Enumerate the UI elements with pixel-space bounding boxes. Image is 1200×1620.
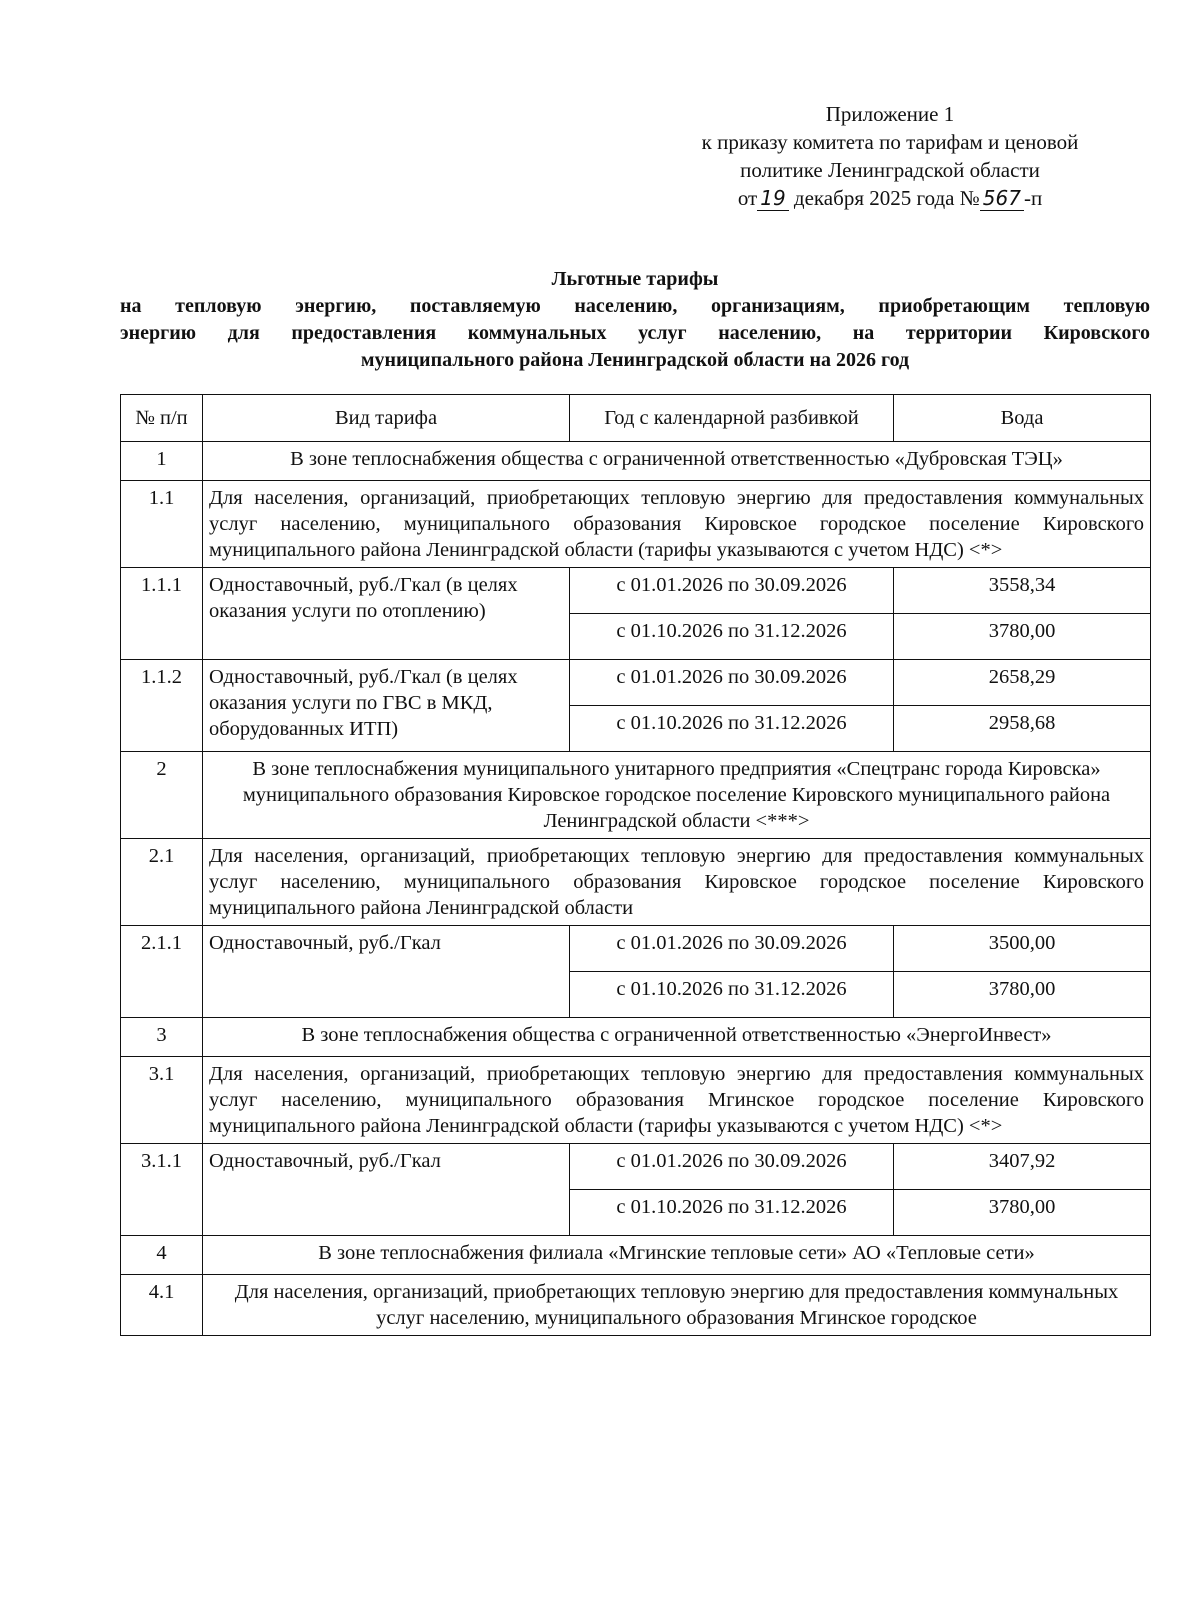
table-row (121, 839, 1151, 926)
table-row (121, 1236, 1151, 1275)
table-row (121, 926, 1151, 972)
row-number: 1.1.2 (121, 660, 203, 752)
row-number: 4 (121, 1236, 203, 1275)
handwritten-day: 19 (757, 186, 788, 211)
period: с 01.10.2026 по 31.12.2026 (570, 614, 894, 660)
zone-title: В зоне теплоснабжения филиала «Мгинские тепловые сети» АО «Тепловые сети» (203, 1236, 1151, 1275)
water-value: 2658,29 (894, 660, 1151, 706)
appendix-title: Приложение 1 (825, 102, 955, 126)
consumer-description: Для населения, организаций, приобретающих тепловую энергию для предоставления коммунальных услуг населению, муниципального образования Мгинское городское (203, 1275, 1151, 1336)
zone-title: В зоне теплоснабжения общества с ограниченной ответственностью «ЭнергоИнвест» (203, 1018, 1151, 1057)
tariff-kind: Одноставочный, руб./Гкал (в целях оказания услуги по ГВС в МКД, оборудованных ИТП) (203, 660, 570, 752)
table-row (121, 752, 1151, 839)
title-line-4: муниципального района Ленинградской области на 2026 год (360, 349, 910, 371)
period: с 01.01.2026 по 30.09.2026 (570, 926, 894, 972)
period: с 01.10.2026 по 31.12.2026 (570, 706, 894, 752)
title-line-1: Льготные тарифы (551, 268, 719, 290)
appendix-date-line (640, 184, 1140, 212)
row-number: 4.1 (121, 1275, 203, 1336)
consumer-description: Для населения, организаций, приобретающих тепловую энергию для предоставления коммунальных услуг населению, муниципального образования Кировское городское поселение Кировского муниципального района Ленинградской области (203, 839, 1151, 926)
title-line-3: энергию для предоставления коммунальных услуг населению, на территории Кировского (120, 322, 1150, 344)
water-value: 2958,68 (894, 706, 1151, 752)
table-row (121, 1018, 1151, 1057)
water-value: 3558,34 (894, 568, 1151, 614)
date-middle: декабря 2025 года № (793, 186, 980, 210)
period: с 01.10.2026 по 31.12.2026 (570, 972, 894, 1018)
header-water: Вода (894, 395, 1151, 442)
table-row (121, 660, 1151, 706)
zone-title: В зоне теплоснабжения общества с ограниченной ответственностью «Дубровская ТЭЦ» (203, 442, 1151, 481)
period: с 01.01.2026 по 30.09.2026 (570, 568, 894, 614)
header-tariff-kind: Вид тарифа (203, 395, 570, 442)
consumer-description: Для населения, организаций, приобретающих тепловую энергию для предоставления коммунальных услуг населению, муниципального образования Кировское городское поселение Кировского муниципального района Ленинградской области (тарифы указываются с учетом НДС) <*> (203, 481, 1151, 568)
handwritten-order-number: 567 (980, 186, 1024, 211)
row-number: 3.1.1 (121, 1144, 203, 1236)
row-number: 2 (121, 752, 203, 839)
row-number: 1 (121, 442, 203, 481)
row-number: 3.1 (121, 1057, 203, 1144)
table-row (121, 568, 1151, 614)
title-line-2: на тепловую энергию, поставляемую населению, организациям, приобретающим тепловую (120, 295, 1150, 317)
table-row (121, 481, 1151, 568)
table-row (121, 1144, 1151, 1190)
table-row (121, 442, 1151, 481)
date-prefix: от (737, 186, 758, 210)
row-number: 2.1.1 (121, 926, 203, 1018)
water-value: 3780,00 (894, 1190, 1151, 1236)
appendix-line-3: политике Ленинградской области (740, 158, 1040, 182)
water-value: 3780,00 (894, 614, 1151, 660)
header-num: № п/п (121, 395, 203, 442)
appendix-line-2: к приказу комитета по тарифам и ценовой (701, 130, 1079, 154)
tariff-kind: Одноставочный, руб./Гкал (в целях оказания услуги по отоплению) (203, 568, 570, 660)
water-value: 3780,00 (894, 972, 1151, 1018)
table-row (121, 1275, 1151, 1336)
row-number: 3 (121, 1018, 203, 1057)
table-header-row (121, 395, 1151, 442)
table-row (121, 1057, 1151, 1144)
order-suffix: -п (1023, 186, 1043, 210)
appendix-block (640, 100, 1140, 212)
water-value: 3500,00 (894, 926, 1151, 972)
tariff-kind: Одноставочный, руб./Гкал (203, 926, 570, 1018)
period: с 01.01.2026 по 30.09.2026 (570, 660, 894, 706)
row-number: 2.1 (121, 839, 203, 926)
tariff-table (120, 394, 1151, 1336)
zone-title: В зоне теплоснабжения муниципального унитарного предприятия «Спецтранс города Кировска» муниципального образования Кировское городское поселение Кировского муниципального района Ленинградской области <***> (203, 752, 1151, 839)
period: с 01.01.2026 по 30.09.2026 (570, 1144, 894, 1190)
row-number: 1.1.1 (121, 568, 203, 660)
water-value: 3407,92 (894, 1144, 1151, 1190)
tariff-kind: Одноставочный, руб./Гкал (203, 1144, 570, 1236)
period: с 01.10.2026 по 31.12.2026 (570, 1190, 894, 1236)
consumer-description: Для населения, организаций, приобретающих тепловую энергию для предоставления коммунальных услуг населению, муниципального образования Мгинское городское поселение Кировского муниципального района Ленинградской области (тарифы указываются с учетом НДС) <*> (203, 1057, 1151, 1144)
row-number: 1.1 (121, 481, 203, 568)
document-title (120, 266, 1150, 374)
header-period: Год с календарной разбивкой (570, 395, 894, 442)
